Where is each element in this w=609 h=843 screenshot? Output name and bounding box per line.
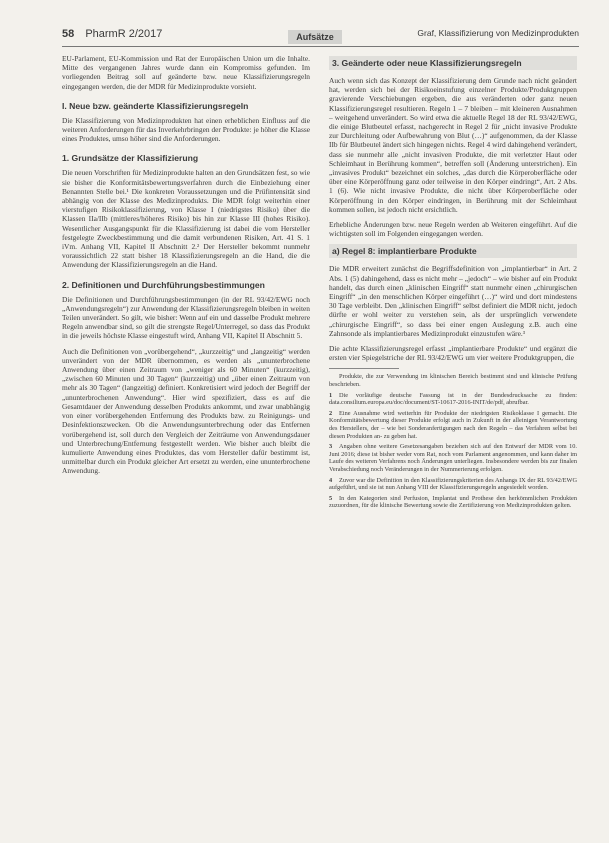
- intro-paragraph: EU-Parlament, EU-Kommission und Rat der Europäischen Union um die Inhalte. Mitte des vergangenen Jahres wurde dann ein Kompromiss gefunden. Im vorliegenden Beitrag soll auf geänderte bzw. neue Klassifizierungsregeln eingegangen werden, die der MDR für Medizinprodukte vorsieht.: [62, 54, 310, 91]
- footnote: Produkte, die zur Verwendung im klinischen Bereich bestimmt sind und klinische Prüfung beschrieben.: [329, 373, 577, 389]
- footnote: 3 Angaben ohne weitere Gesetzesangaben beziehen sich auf den Entwurf der MDR vom 10. Juni 2016; diese ist bisher weder vom Rat, noch vom Parlament angenommen, und kann daher im Laufe des weiteren Verfahrens noch Änderungen unterliegen. Insbesondere werden bis zur finalen Verabschiedung noch Veränderungen in der Nummerierung erfolgen.: [329, 443, 577, 474]
- footnote: 5 In den Kategorien sind Perfusion, Implantat und Prothese den herkömmlichen Produkten zuzuordnen, für die klinische Bewertung sowie die Zertifizierung von Medizinprodukten gelten.: [329, 494, 577, 510]
- paragraph: Die MDR erweitert zunächst die Begriffsdefinition von „implantierbar“ in Art. 2 Abs. 1 (5) dahingehend, dass es nicht mehr – „jedoch“ – wie bisher auf ein Produkt handelt, das durch einen „klinischen Eingriff“ statt nunmehr einen „chirurgischen Eingriff“ „in den menschlichen Körper eingeführt (…)“ wird und dort mindestens 30 Tage verbleibt. Den „klinischen Eingriff“ selbst definiert die MDR nicht, jedoch dürfte er wohl weiter zu verstehen sein, als der ursprünglich verwendete „chirurgische Eingriff“, so dass bei einer engen Auslegung z.B. auch eine Zahnsonde als implantierbares Medizinprodukt einzustufen wäre.³: [329, 264, 577, 338]
- footnote: 2 Eine Ausnahme wird weiterhin für Produkte der niedrigsten Risikoklasse I gemacht. Die Konformitätsbewertung dieser Produkte erfolgt auch in Zukunft in der alleinigen Verantwortung des Herstellers, der – wie bei Sonderanfertigungen nach den Regeln – das Verfahren selbst bei diesen Produkten an- zu geben hat.: [329, 409, 577, 440]
- section-heading: 3. Geänderte oder neue Klassifizierungsregeln: [329, 56, 577, 70]
- left-column: [62, 54, 310, 482]
- page-number: 58: [62, 28, 75, 40]
- footnote-rule: [329, 368, 399, 369]
- footnote: 4 Zuvor war die Definition in den Klassifizierungskriterien des Anhangs IX der RL 93/42/EWG aufgeführt, und sie ist nun Anhang VIII der Klassifizierungsregeln angesiedelt worden.: [329, 476, 577, 492]
- paragraph: Erhebliche Änderungen bzw. neue Regeln werden ab Weiteren eingeführt. Auf die wichtigsten soll im Folgenden eingegangen werden.: [329, 220, 577, 239]
- paragraph: Die neuen Vorschriften für Medizinprodukte halten an den Grundsätzen fest, so wie sie bisher die Konformitätsbewertungsverfahren durch die Einbeziehung einer Benannten Stelle bei.¹ Die konkreten Voraussetzungen und die Prüfintensität sind abhängig von der Klasse des Medizinprodukts. Die MDR folgt weiterhin einer vierstufigen Risikoklassifizierung, von Klasse I (niedrigstes Risiko) über die Klassen IIa/IIb (mittleres/höheres Risiko) bis hin zur Klasse III (hohes Risiko). Wesentlicher Ausgangspunkt für die Klassifizierung ist dabei die vom Hersteller festgelegte Zweckbestimmung und die damit verbundenen Risiken, Art. 41 S. 1 iVm. Anhang VII, Kapitel II Abschnitt 2.² Der Hersteller bekommt nunmehr voraussichtlich 22 statt bisher 18 Klassifizierungsregeln an die Hand, die die Anwendung der Klassifizierungsregeln an die Hand.: [62, 168, 310, 270]
- section-heading: 1. Grundsätze der Klassifizierung: [62, 153, 199, 164]
- right-column: [329, 54, 577, 513]
- section-label: Aufsätze: [288, 30, 342, 44]
- section-heading: 2. Definitionen und Durchführungsbestimmungen: [62, 279, 265, 290]
- footnotes: [329, 373, 577, 510]
- section-heading: a) Regel 8: implantierbare Produkte: [329, 244, 577, 258]
- section-heading: I. Neue bzw. geänderte Klassifizierungsregeln: [62, 100, 249, 111]
- footnote: 1 Die vorläufige deutsche Fassung ist in der Bundesdrucksache zu finden: data.consilium.europa.eu/doc/document/ST-10617-2016-INIT/de/pdf, abrufbar.: [329, 391, 577, 407]
- header-rule: [62, 46, 579, 47]
- paragraph: Die achte Klassifizierungsregel erfasst „implantierbare Produkte“ und ergänzt die ersten vier Spiegelstriche der RL 93/42/EWG um vier weitere Produktgruppen, die: [329, 344, 577, 363]
- paragraph: Die Klassifizierung von Medizinprodukten hat einen erheblichen Einfluss auf die weiteren Anforderungen für das Inverkehrbringen der Produkte: je höher die Klasse eines Produktes, umso höher sind die Anforderungen.: [62, 115, 310, 144]
- paragraph: Auch wenn sich das Konzept der Klassifizierung dem Grunde nach nicht geändert hat, werden sich bei der Risikoeinstufung einzelner Produkte/Produktgruppen gravierende Verschiebungen ergeben, die aus veränderten oder ganz neuen Klassifizierungsregel resultieren. Regeln 1 – 7 bleiben – mit kleineren Ausnahmen – weitgehend unverändert. So wird etwa die aktuelle Regel 18 der RL 93/42/EWG, die einige Blutbeutel erfasst, nachgerecht in Regel 2 für „nicht invasive Produkte zur Durchleitung oder Aufbewahrung von Blut (…)“ aufgenommen, da der Klasse IIb für Blutbeutel ändert sich hingegen nichts. Regel 4 wird dahingehend verändert, dass sie nunmehr alle „nicht invasiven Produkte, die mit verletzter Haut oder Schleimhaut in Berührung kommen“, betreffen soll (Änderung unterstrichen). Ein „invasives Produkt“ bezeichnet ein solches, „das durch die Körperoberfläche oder über eine Körperöffnung ganz oder teilweise in den Körper eindringt“, Art. 2 Abs. 1 (6). Wie nicht invasive Produkte, die nicht über Körperoberfläche oder Körperöffnung in den Körper eindringen, in Berührung mit der Schleimhaut kommen sollen, ist jedoch nicht ersichtlich.: [329, 76, 577, 214]
- journal-issue: PharmR 2/2017: [85, 28, 163, 40]
- paragraph: Auch die Definitionen von „vorübergehend“, „kurzzeitig“ und „langzeitig“ werden unverändert von der MDR übernommen, es werden als „ununterbrochene Anwendung über einen Zeitraum von „weniger als 60 Minuten“ (kurzzeitig), „zwischen 60 Minuten und 30 Tagen“ (kurzzeitig) und „über einen Zeitraum von mehr als 30 Tagen“ (langzeitig) definiert. Konkretisiert wird jedoch der Begriff der „ununterbrochenen Anwendung“. Hier wird spezifiziert, dass es auf die Gesamtdauer der Anwendung desselben Produkts ankommt, und zwar unabhängig von einer vorübergehenden Entfernung des Produkts bzw. zu Reinigungs- und Desinfektionszwecken. Ob die Anwendungsunterbrechung oder das Entfernen vorübergehend ist, soll durch den Vergleich der Zeiträume von Anwendungsdauer und Unterbrechung/Entfernung festgestellt werden. Wie bisher auch bleibt die kumulierte Anwendung eines Produktes, das vom Hersteller dafür bestimmt ist, unmittelbar durch ein Produkt gleicher Art ersetzt zu werden, eine ununterbrochene Anwendung.: [62, 346, 310, 476]
- paragraph: Die Definitionen und Durchführungsbestimmungen (in der RL 93/42/EWG noch „Anwendungsregeln“) zur Anwendung der Klassifizierungsregeln bleiben in weiten Teilen unverändert. So gilt, wie bisher: Wenn auf ein und dasselbe Produkt mehrere Regeln anwendbar sind, so gilt die strengste Regel/Unterregel, so dass das Produkt in die jeweils höchste Klasse eingestuft wird, Anhang VII, Kapitel II Abschnitt 5.: [62, 294, 310, 341]
- running-title: Graf, Klassifizierung von Medizinprodukten: [417, 28, 579, 38]
- header-left: [62, 28, 162, 40]
- page-header: [62, 28, 579, 46]
